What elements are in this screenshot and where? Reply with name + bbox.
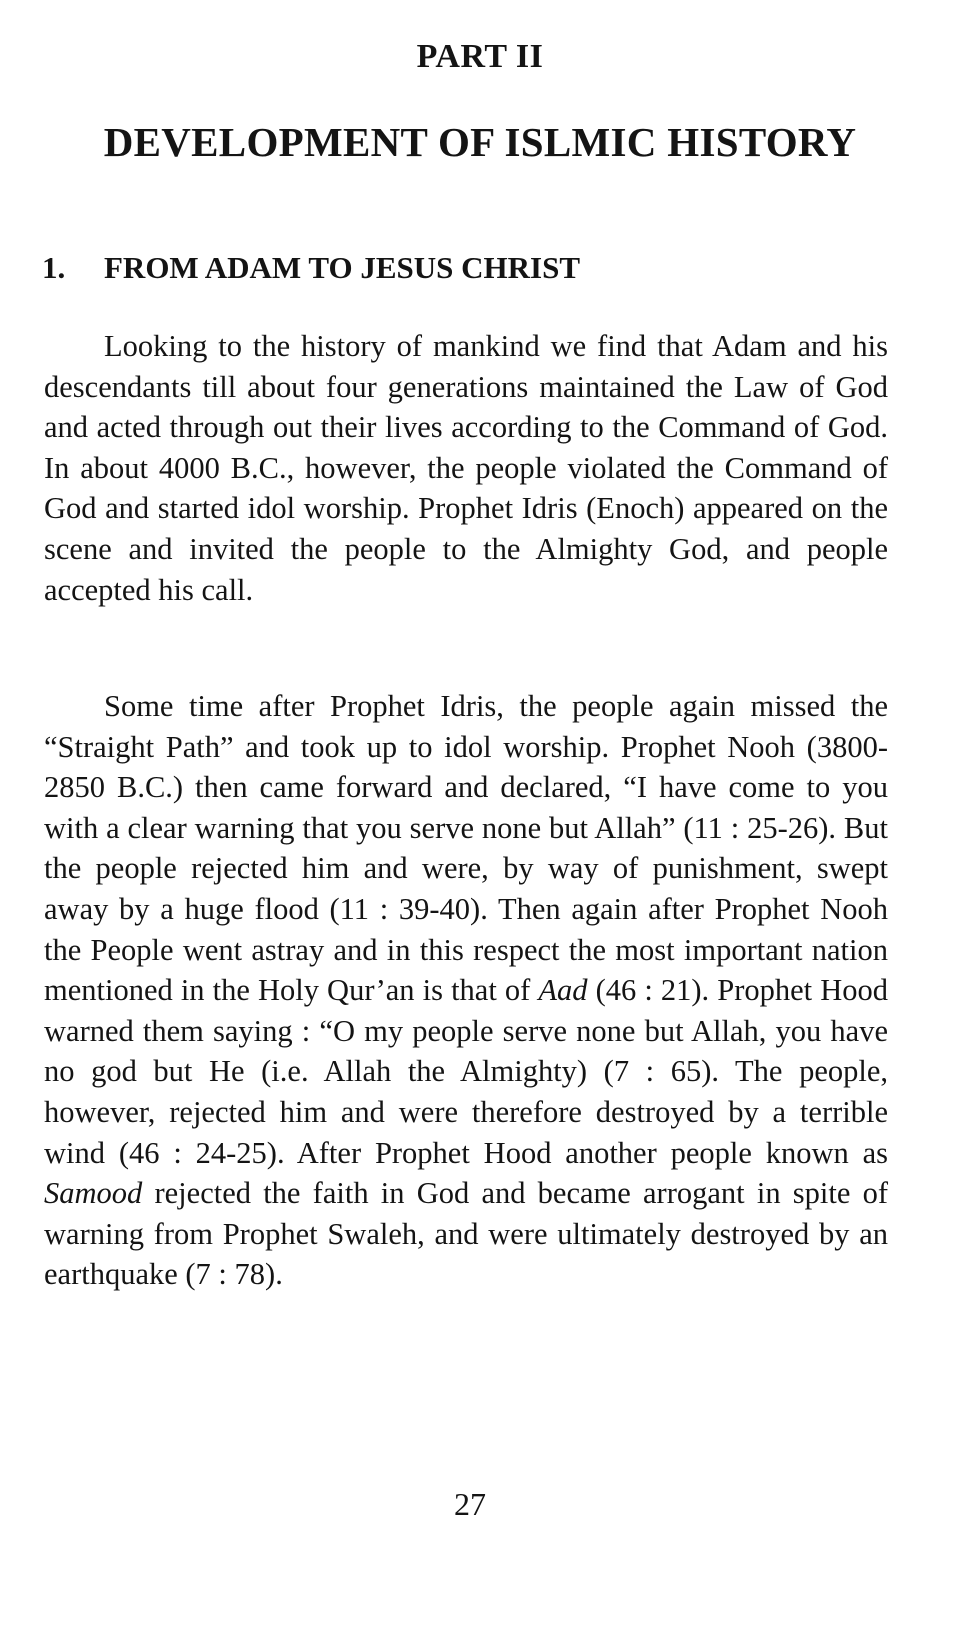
nation-name-samood: Samood [44, 1176, 143, 1211]
part-label: PART II [416, 38, 544, 75]
section-title: FROM ADAM TO JESUS CHRIST [104, 250, 580, 285]
page-number: 27 [454, 1486, 486, 1522]
paragraph-1: Looking to the history of mankind we find that Adam and his descendants till about four generations maintained the Law of God and acted through out their lives according to the Command of God. In about 4000 B.C., however, the people violated the Command of God and started idol worship. Prophet Idris (Enoch) appeared on the scene and invited the people to the Almighty God, and people accepted his call. [44, 329, 888, 607]
page-title: DEVELOPMENT OF ISLMIC HISTORY [103, 119, 857, 165]
section-heading [42, 250, 580, 286]
paragraph-2-part-c: rejected the faith in God and became arrogant in spite of warning from Prophet Swaleh, and were ultimately destroyed by an earthquake (7 : 78). [44, 1176, 888, 1292]
paragraph-2 [44, 686, 888, 1295]
paragraph-2-part-a: Some time after Prophet Idris, the people again missed the “Straight Path” and took up to idol worship. Prophet Nooh (3800-2850 B.C.) then came forward and declared, “I have come to you with a clear warning that you serve none but Allah” (11 : 25-26). But the people rejected him and were, by way of punishment, swept away by a huge flood (11 : 39-40). Then again after Prophet Nooh the People went astray and in this respect the most important nation mentioned in the Holy Qur’an is that of [44, 689, 888, 1008]
paragraph-2-part-b: (46 : 21). Prophet Hood warned them saying : “O my people serve none but Allah, you have no god but He (i.e. Allah the Almighty) (7 : 65). The people, however, rejected him and were therefore destroyed by a terrible wind (46 : 24-25). After Prophet Hood another people known as [44, 973, 888, 1170]
nation-name-aad: Aad [538, 973, 588, 1008]
section-number: 1. [42, 250, 66, 285]
